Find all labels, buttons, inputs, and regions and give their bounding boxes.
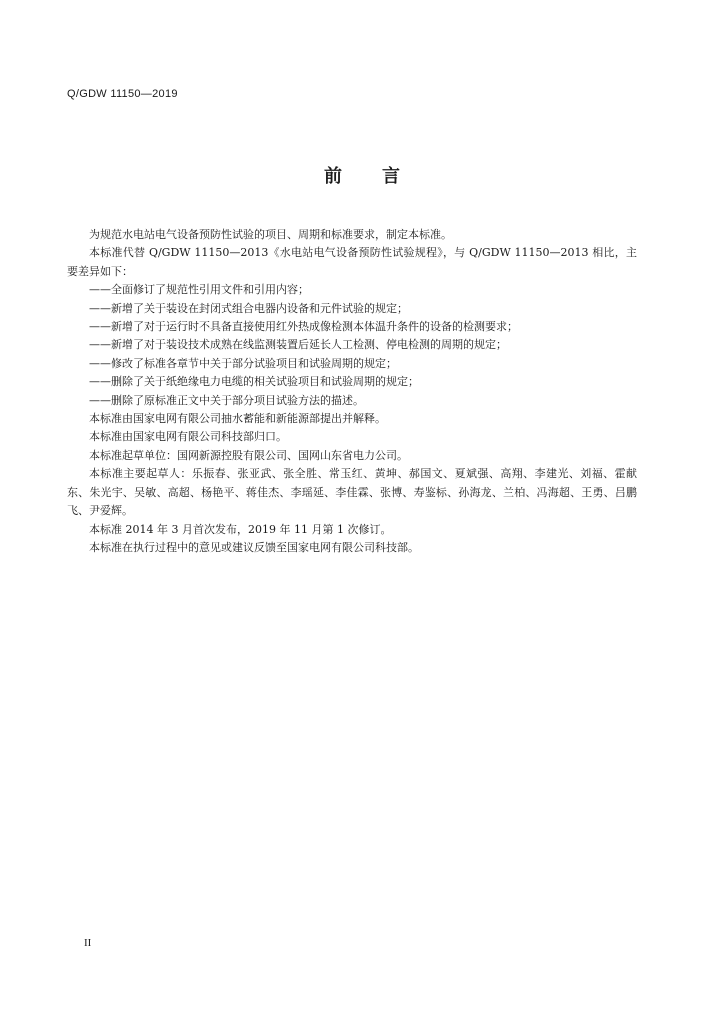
paragraph-feedback: 本标准在执行过程中的意见或建议反馈至国家电网有限公司科技部。 — [89, 540, 419, 554]
paragraph-drafters: 本标准主要起草人：乐振春、张亚武、张全胜、常玉红、黄坤、郝国文、夏斌强、高翔、李建光、刘福、霍献东、朱光宇、吴敏、高超、杨艳平、蒋佳杰、李瑶延、李佳霖、张博、寿鉴标、孙海龙、兰柏、冯海超、王勇、吕鹏飞、尹爱辉。 — [67, 467, 637, 518]
change-item: ——新增了对于运行时不具备直接使用红外热成像检测本体温升条件的设备的检测要求； — [89, 320, 518, 334]
change-item: ——新增了对于装设技术成熟在线监测装置后延长人工检测、停电检测的周期的规定； — [89, 338, 507, 352]
page-number: II — [84, 937, 92, 949]
paragraph-proposer: 本标准由国家电网有限公司抽水蓄能和新能源部提出并解释。 — [89, 412, 386, 426]
paragraph-purpose: 为规范水电站电气设备预防性试验的项目、周期和标准要求，制定本标准。 — [89, 228, 452, 241]
title-char-2: 言 — [382, 166, 400, 187]
change-item: ——全面修订了规范性引用文件和引用内容； — [89, 283, 309, 297]
standard-number: Q/GDW 11150—2019 — [67, 88, 178, 100]
foreword-body — [67, 226, 637, 557]
change-item: ——删除了原标准正文中关于部分项目试验方法的描述。 — [89, 393, 364, 407]
change-item: ——修改了标准各章节中关于部分试验项目和试验周期的规定； — [89, 356, 397, 370]
paragraph-replacement: 本标准代替 Q/GDW 11150—2013《水电站电气设备预防性试验规程》，与 Q/GDW 11150—2013 相比，主要差异如下： — [67, 246, 637, 278]
title-char-1: 前 — [324, 166, 342, 187]
paragraph-drafting-units: 本标准起草单位：国网新源控股有限公司、国网山东省电力公司。 — [89, 448, 408, 462]
change-item: ——新增了关于装设在封闭式组合电器内设备和元件试验的规定； — [89, 301, 408, 315]
paragraph-centralized: 本标准由国家电网有限公司科技部归口。 — [89, 430, 287, 444]
change-item: ——删除了关于纸绝缘电力电缆的相关试验项目和试验周期的规定； — [89, 375, 419, 389]
page-title — [0, 162, 724, 188]
paragraph-history: 本标准 2014 年 3 月首次发布，2019 年 11 月第 1 次修订。 — [89, 522, 392, 536]
